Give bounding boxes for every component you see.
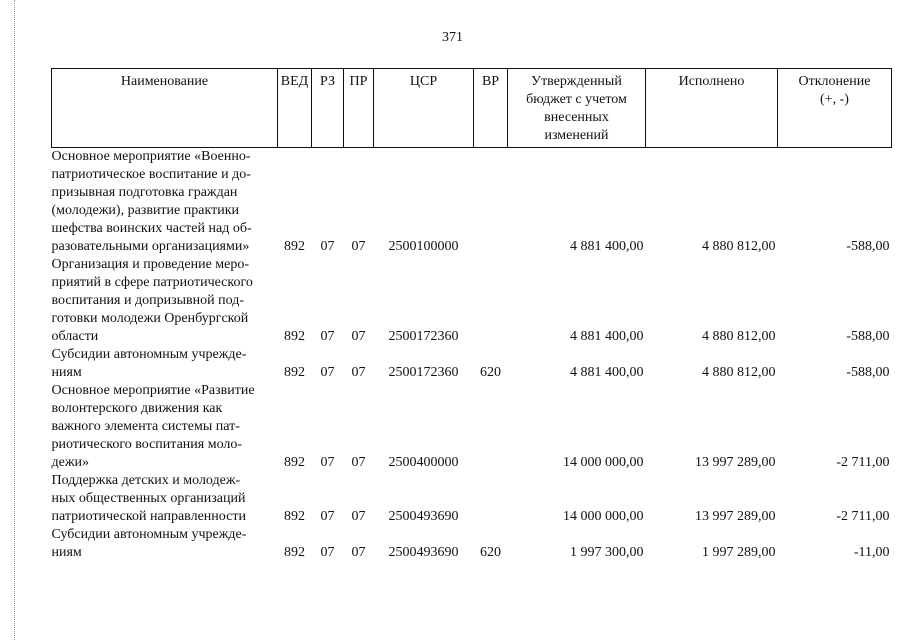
table-header-row [52, 69, 892, 148]
table-row [52, 346, 892, 382]
row-csr: 2500493690 [388, 545, 459, 560]
row-approved: 4 881 400,00 [570, 365, 644, 380]
row-name: Поддержка детских и молодеж- ных общественных организаций патриотической направленности [51, 473, 246, 524]
row-ved: 892 [284, 329, 305, 344]
row-executed: 4 880 812,00 [702, 329, 776, 344]
row-ved: 892 [284, 545, 305, 560]
row-pr: 07 [351, 545, 366, 560]
row-rz: 07 [320, 329, 335, 344]
row-rz: 07 [320, 509, 335, 524]
header-rz: РЗ [312, 69, 344, 148]
row-name: Основное мероприятие «Военно- патриотическое воспитание и до- призывная подготовка граждан (молодежи), развитие практики шефства воинских частей над об- разовательными организациями» [51, 149, 252, 254]
row-vr [474, 472, 508, 526]
header-csr: ЦСР [374, 69, 474, 148]
row-csr: 2500493690 [388, 509, 459, 524]
table-row [52, 148, 892, 257]
row-rz: 07 [320, 455, 335, 470]
header-pr: ПР [344, 69, 374, 148]
header-approved-budget: Утвержденный бюджет с учетом внесенных изменений [508, 69, 646, 148]
row-executed: 13 997 289,00 [695, 455, 776, 470]
row-ved: 892 [284, 509, 305, 524]
row-name: Основное мероприятие «Развитие волонтерского движения как важного элемента системы пат- риотического воспитания моло- дежи» [51, 383, 255, 470]
row-executed: 4 880 812,00 [702, 239, 776, 254]
table-row [52, 526, 892, 562]
header-name: Наименование [52, 69, 278, 148]
row-ved: 892 [284, 365, 305, 380]
header-deviation: Отклонение (+, -) [778, 69, 892, 148]
row-pr: 07 [351, 239, 366, 254]
row-pr: 07 [351, 329, 366, 344]
row-csr: 2500172360 [388, 365, 459, 380]
table-row [52, 472, 892, 526]
row-approved: 4 881 400,00 [570, 239, 644, 254]
row-deviation: -2 711,00 [836, 509, 890, 524]
row-rz: 07 [320, 545, 335, 560]
page-edge-line [14, 0, 15, 640]
header-executed: Исполнено [646, 69, 778, 148]
row-approved: 1 997 300,00 [570, 545, 644, 560]
row-name: Субсидии автономным учрежде- ниям [51, 527, 247, 560]
row-deviation: -588,00 [846, 239, 890, 254]
row-approved: 14 000 000,00 [563, 509, 644, 524]
row-vr: 620 [480, 545, 501, 560]
row-csr: 2500100000 [388, 239, 459, 254]
row-approved: 4 881 400,00 [570, 329, 644, 344]
row-executed: 4 880 812,00 [702, 365, 776, 380]
row-vr [474, 148, 508, 257]
row-vr: 620 [480, 365, 501, 380]
budget-table [51, 68, 892, 562]
table-row [52, 256, 892, 346]
table-row [52, 382, 892, 472]
row-deviation: -588,00 [846, 329, 890, 344]
row-ved: 892 [284, 239, 305, 254]
header-ved: ВЕД [278, 69, 312, 148]
row-pr: 07 [351, 365, 366, 380]
row-rz: 07 [320, 239, 335, 254]
row-name: Организация и проведение меро- приятий в сфере патриотического воспитания и допризывной под- готовки молодежи Оренбургской области [51, 257, 253, 344]
page-number: 371 [442, 30, 463, 45]
row-csr: 2500172360 [388, 329, 459, 344]
row-rz: 07 [320, 365, 335, 380]
row-deviation: -2 711,00 [836, 455, 890, 470]
row-pr: 07 [351, 455, 366, 470]
row-deviation: -11,00 [853, 545, 890, 560]
row-approved: 14 000 000,00 [563, 455, 644, 470]
row-vr [474, 256, 508, 346]
row-ved: 892 [284, 455, 305, 470]
row-executed: 13 997 289,00 [695, 509, 776, 524]
row-deviation: -588,00 [846, 365, 890, 380]
row-executed: 1 997 289,00 [702, 545, 776, 560]
row-name: Субсидии автономным учрежде- ниям [51, 347, 247, 380]
row-vr [474, 382, 508, 472]
row-csr: 2500400000 [388, 455, 459, 470]
row-pr: 07 [351, 509, 366, 524]
header-vr: ВР [474, 69, 508, 148]
